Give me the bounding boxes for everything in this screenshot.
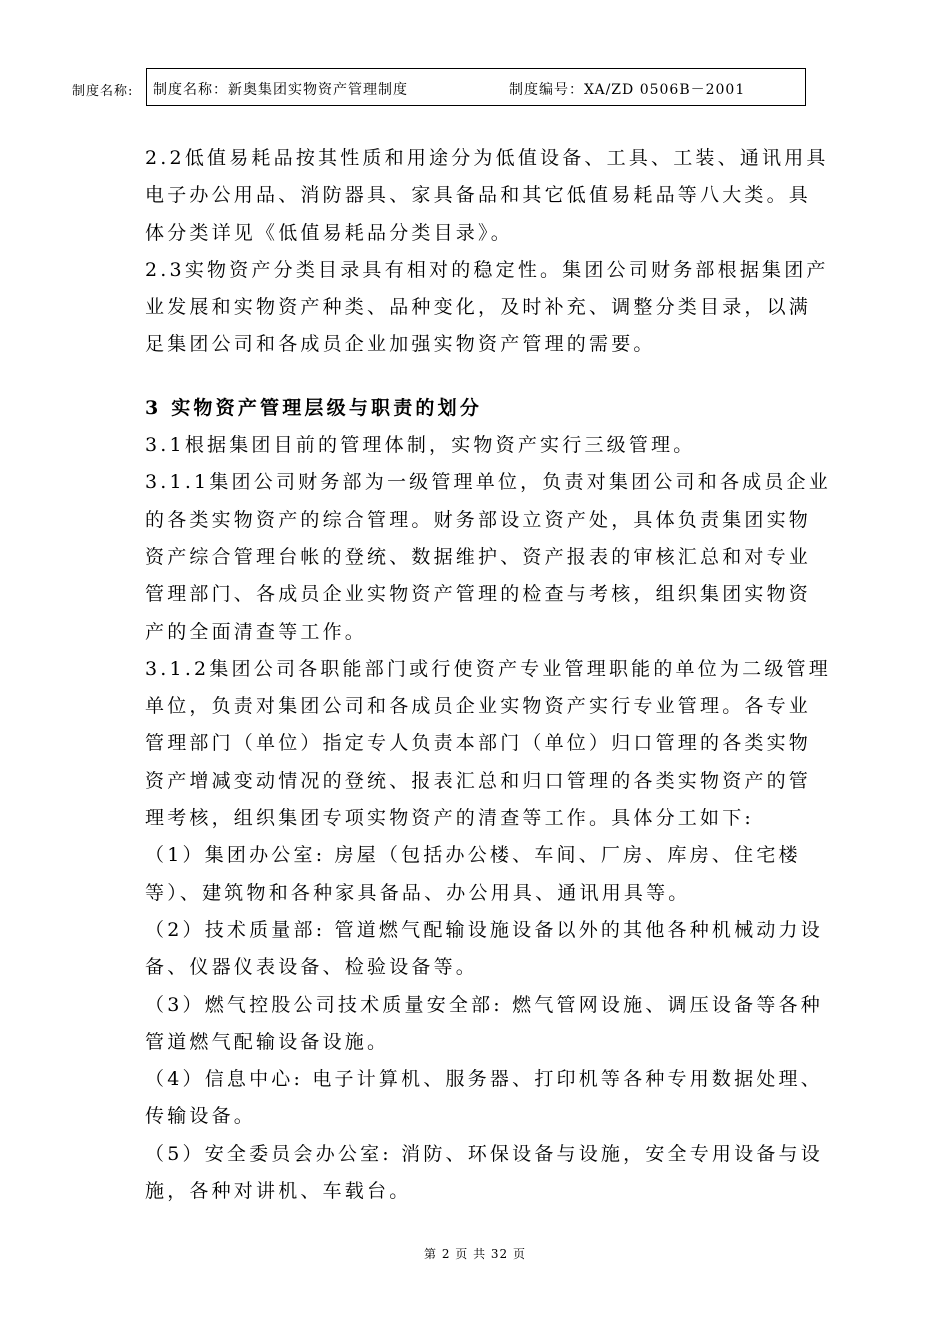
- body-line: 2.3实物资产分类目录具有相对的稳定性。集团公司财务部根据集团产: [145, 258, 829, 281]
- regulation-name: 制度名称：新奥集团实物资产管理制度: [153, 82, 408, 98]
- body-line: 产的全面清查等工作。: [145, 620, 368, 643]
- regulation-code: 制度编号：XA/ZD 0506B－2001: [509, 82, 746, 98]
- body-line: 足集团公司和各成员企业加强实物资产管理的需要。: [145, 333, 656, 356]
- body-line: 备、仪器仪表设备、检验设备等。: [145, 956, 479, 979]
- body-line: 管理部门（单位）指定专人负责本部门（单位）归口管理的各类实物: [145, 732, 812, 755]
- body-line: 3.1.2集团公司各职能部门或行使资产专业管理职能的单位为二级管理: [145, 657, 831, 680]
- body-line: 2.2低值易耗品按其性质和用途分为低值设备、工具、工装、通讯用具: [145, 147, 829, 169]
- body-line: 3.1根据集团目前的管理体制，实物资产实行三级管理。: [145, 434, 696, 457]
- body-line: 资产综合管理台帐的登统、数据维护、资产报表的审核汇总和对专业: [145, 545, 812, 568]
- body-line: 3.1.1集团公司财务部为一级管理单位，负责对集团公司和各成员企业: [145, 471, 831, 494]
- body-line: （1）集团办公室: 房屋（包括办公楼、车间、厂房、库房、住宅楼: [145, 844, 801, 867]
- header-prefix-label: 制度名称:: [72, 84, 134, 99]
- body-line: 的各类实物资产的综合管理。财务部设立资产处，具体负责集团实物: [145, 508, 812, 531]
- body-line: 等）、建筑物和各种家具备品、办公用具、通讯用具等。: [145, 881, 691, 904]
- body-line: （2）技术质量部: 管道燃气配输设施设备以外的其他各种机械动力设: [145, 918, 823, 941]
- body-line: 管理部门、各成员企业实物资产管理的检查与考核，组织集团实物资: [145, 583, 812, 606]
- body-line: （5）安全委员会办公室: 消防、环保设备与设施，安全专用设备与设: [145, 1142, 823, 1165]
- body-line: 管道燃气配输设备设施。: [145, 1030, 390, 1053]
- body-line: 资产增减变动情况的登统、报表汇总和归口管理的各类实物资产的管: [145, 769, 812, 792]
- body-line: 理考核，组织集团专项实物资产的清查等工作。具体分工如下:: [145, 807, 755, 830]
- body-line: 施，各种对讲机、车载台。: [145, 1180, 412, 1203]
- body-line: 业发展和实物资产种类、品种变化，及时补充、调整分类目录，以满: [145, 296, 812, 319]
- body-line: （4）信息中心: 电子计算机、服务器、打印机等各种专用数据处理、: [145, 1068, 823, 1091]
- section-heading: 3 实物资产管理层级与职责的划分: [145, 396, 483, 419]
- body-line: 传输设备。: [145, 1105, 257, 1128]
- document-body: [145, 140, 835, 1210]
- page-number: 第 2 页 共 32 页: [424, 1247, 526, 1261]
- body-line: 电子办公用品、消防器具、家具备品和其它低值易耗品等八大类。具: [145, 184, 812, 207]
- body-line: 单位，负责对集团公司和各成员企业实物资产实行专业管理。各专业: [145, 695, 812, 718]
- body-line: 体分类详见《低值易耗品分类目录》。: [145, 221, 513, 244]
- header-box: [146, 68, 806, 106]
- body-line: （3）燃气控股公司技术质量安全部: 燃气管网设施、调压设备等各种: [145, 993, 823, 1016]
